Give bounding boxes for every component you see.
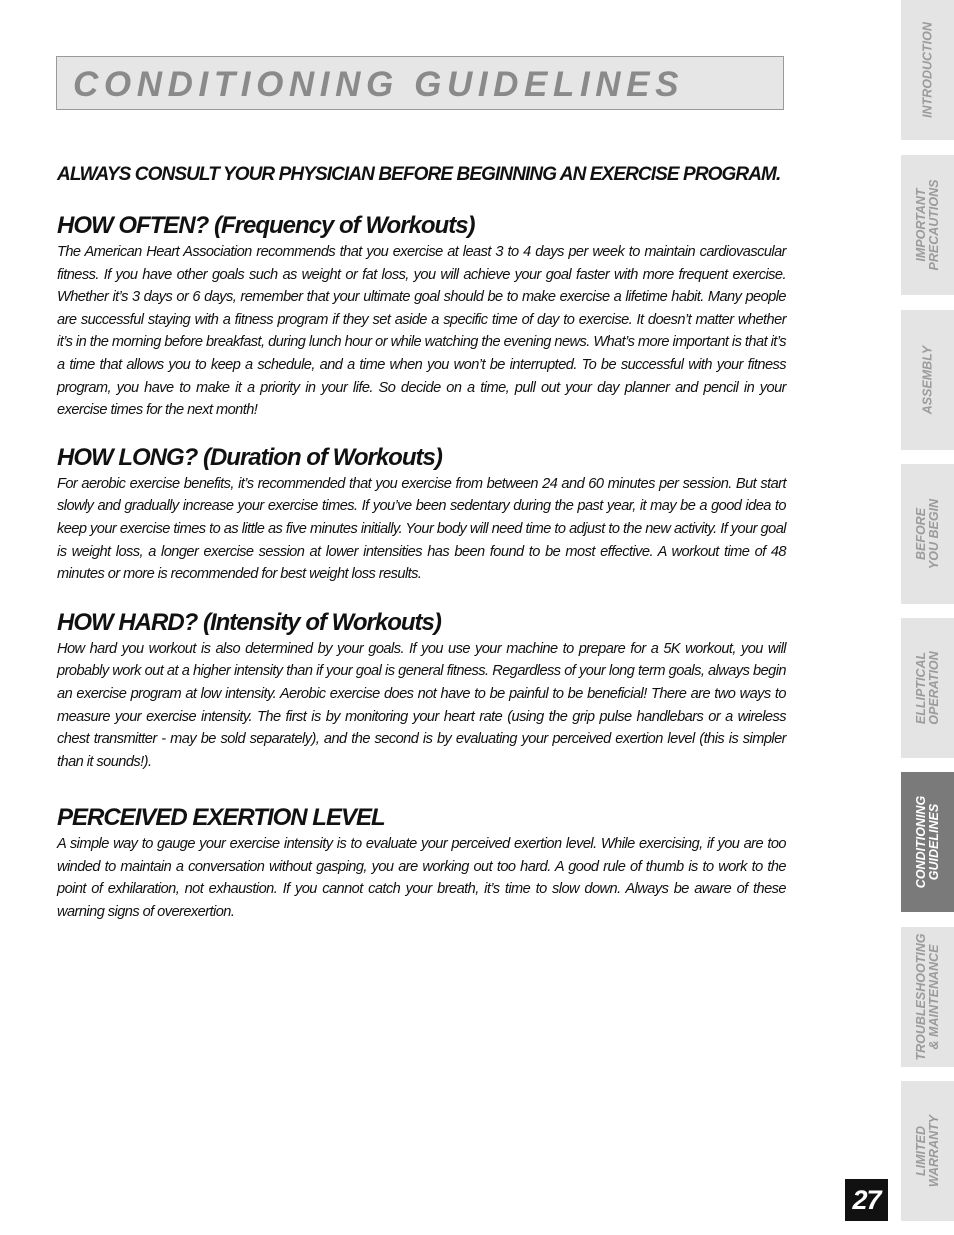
section-frequency bbox=[57, 211, 786, 422]
section-perceived-exertion bbox=[57, 803, 786, 923]
tab-assembly[interactable] bbox=[901, 310, 954, 450]
tab-label: IMPORTANT PRECAUTIONS bbox=[913, 179, 941, 271]
tab-label: CONDITIONING GUIDELINES bbox=[913, 795, 941, 889]
tab-limited-warranty[interactable] bbox=[901, 1081, 954, 1221]
section-body: For aerobic exercise benefits, it’s recommended that you exercise from between 24 and 60 minutes per session. But start slowly and gradually increase your exercise times. If you’ve been sedentary during the past year, it may be a good idea to keep your exercise times to as little as five minutes initially. Your body will need time to adjust to the new activity. If your goal is weight loss, a longer exercise session at lower intensities has been found to be most effective. A workout time of 48 minutes or more is recommended for best weight loss results. bbox=[57, 475, 786, 583]
section-body: A simple way to gauge your exercise intensity is to evaluate your perceived exertion level. While exercising, if you are too winded to maintain a conversation without gasping, you are working out too hard. A good rule of thumb is to work to the point of exhilaration, not exhaustion. If you cannot catch your breath, it’s time to slow down. Always be aware of these warning signs of overexertion. bbox=[57, 836, 786, 921]
tab-elliptical-operation[interactable] bbox=[901, 618, 954, 758]
section-body: How hard you workout is also determined by your goals. If you use your machine to prepare for a 5K workout, you will probably work out at a higher intensity than if your goal is general fitness. Regardless of your long term goals, always begin an exercise program at low intensity. Aerobic exercise does not have to be painful to be beneficial! There are two ways to measure your exercise intensity. The first is by monitoring your heart rate (using the grip pulse handlebars or a wireless chest transmitter - may be sold separately), and the second is by evaluating your perceived exertion level (this is simpler than it sounds!). bbox=[57, 640, 786, 770]
tab-label: LIMITED WARRANTY bbox=[913, 1114, 941, 1188]
main-content bbox=[57, 164, 786, 924]
page-number: 27 bbox=[845, 1179, 888, 1221]
section-heading: PERCEIVED EXERTION LEVEL bbox=[57, 804, 385, 832]
section-heading: HOW OFTEN? (Frequency of Workouts) bbox=[57, 212, 475, 239]
tab-label: ELLIPTICAL OPERATION bbox=[913, 651, 941, 725]
tab-label: TROUBLESHOOTING & MAINTENANCE bbox=[913, 933, 941, 1061]
page-title: CONDITIONING GUIDELINES bbox=[73, 65, 685, 104]
section-heading: HOW LONG? (Duration of Workouts) bbox=[57, 443, 442, 471]
section-duration bbox=[57, 443, 786, 586]
tab-label: BEFORE YOU BEGIN bbox=[913, 498, 941, 570]
tab-label: ASSEMBLY bbox=[920, 345, 934, 415]
tab-label: INTRODUCTION bbox=[920, 22, 934, 118]
physician-warning: ALWAYS CONSULT YOUR PHYSICIAN BEFORE BEGINNING AN EXERCISE PROGRAM. bbox=[57, 164, 781, 185]
tab-introduction[interactable] bbox=[901, 0, 954, 140]
tab-troubleshooting-maintenance[interactable] bbox=[901, 927, 954, 1067]
section-body: The American Heart Association recommends that you exercise at least 3 to 4 days per week to maintain cardiovascular fitness. If you have other goals such as weight or fat loss, you will achieve your goal faster with more frequent exercise. Whether it’s 3 days or 6 days, remember that your ultimate goal should be to make exercise a lifetime habit. Many people are successful staying with a fitness program if they set aside a specific time of day to exercise. It doesn’t matter whether it’s in the morning before breakfast, during lunch hour or while watching the evening news. What’s more important is that it’s a time that allows you to keep a schedule, and a time when you won’t be interrupted. To be successful with your fitness program, you have to make it a priority in your life. So decide on a time, pull out your day planner and pencil in your exercise times for the next month! bbox=[57, 244, 786, 419]
section-heading: HOW HARD? (Intensity of Workouts) bbox=[57, 608, 441, 636]
tab-conditioning-guidelines[interactable] bbox=[901, 772, 954, 912]
page-title-box bbox=[56, 56, 784, 110]
tab-before-you-begin[interactable] bbox=[901, 464, 954, 604]
section-intensity bbox=[57, 608, 786, 774]
tab-important-precautions[interactable] bbox=[901, 155, 954, 295]
